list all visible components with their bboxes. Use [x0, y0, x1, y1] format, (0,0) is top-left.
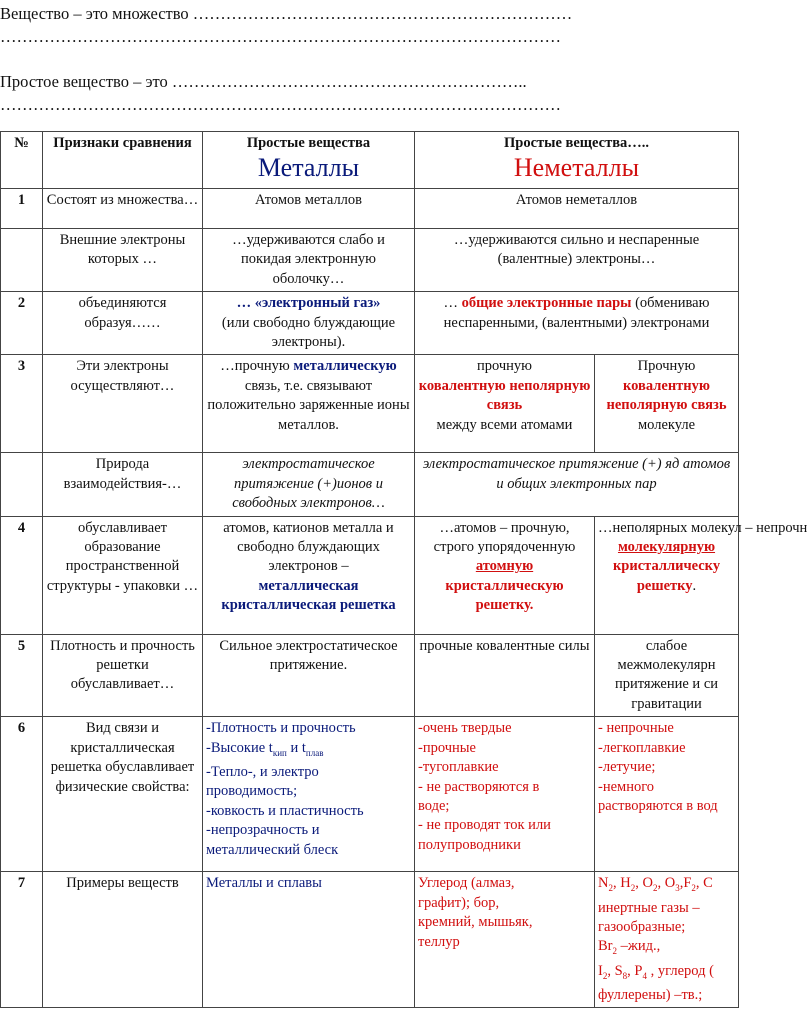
row-3-nm1-a: прочную	[476, 358, 533, 375]
row-6-num: 6	[1, 717, 43, 872]
row-3b-metals: электростатическое притяжение (+)ионов и свободных электронов…	[203, 453, 415, 516]
prop-line: -прочные	[418, 739, 476, 756]
s: 2	[652, 883, 658, 894]
header-nonmetals	[415, 132, 739, 189]
lattice-word: решетку	[636, 577, 693, 594]
table-row	[1, 355, 739, 453]
row-3-metals-a: …прочную	[220, 358, 294, 375]
intro-line-4: …………………………………………………………………………………………	[0, 95, 561, 114]
table-row	[1, 292, 739, 355]
metallic-bond-label: металлическую	[293, 358, 397, 375]
sub-melt: плав	[305, 747, 324, 758]
s: 8	[622, 970, 628, 981]
prop-line: -немного	[598, 778, 655, 795]
prop-line: -тугоплавкие	[418, 759, 499, 776]
row-1-num: 1	[1, 189, 43, 229]
header-criteria: Признаки сравнения	[43, 132, 203, 189]
example-line: газообразные;	[598, 918, 686, 935]
row-2-label: объединяются образуя……	[43, 292, 203, 355]
example-line: инертные газы –	[598, 899, 700, 916]
row-3b-label: Природа взаимодействия-…	[43, 453, 203, 516]
row-6-nm-molecular	[595, 717, 739, 872]
f: , O	[657, 875, 676, 892]
s: 2	[602, 970, 608, 981]
atomic-label: атомную	[475, 558, 534, 575]
s: 2	[612, 946, 617, 957]
row-4-label: обуславливает образование пространственной структуры - упаковки …	[43, 516, 203, 634]
f: , C	[695, 875, 713, 892]
row-2-metals	[203, 292, 415, 355]
row-4-metals-a: атомов, катионов металла и свободно блуждающих электронов –	[223, 519, 394, 575]
prop-line: -Высокие t	[206, 739, 273, 756]
prop-line: растворяются в вод	[598, 797, 718, 814]
row-5-nm-atomic: прочные ковалентные силы	[415, 634, 595, 717]
sub-boil: кип	[272, 747, 287, 758]
example-line: кремний, мышьяк,	[418, 914, 533, 931]
molecular-label: молекулярную	[617, 539, 716, 556]
row-4-nm1-a: …атомов – прочную, строго упорядоченную	[433, 519, 576, 556]
row-7-metals: Металлы и сплавы	[203, 872, 415, 1008]
row-4-period: .	[692, 577, 697, 594]
table-row	[1, 189, 739, 229]
row-4-nm-molecular	[595, 516, 807, 634]
row-4-num: 4	[1, 516, 43, 634]
s: 2	[608, 883, 613, 894]
table-row	[1, 717, 739, 872]
prop-line: воде;	[418, 797, 450, 814]
s: 2	[630, 883, 636, 894]
prop-line: -ковкость и пластичность	[206, 802, 364, 819]
header-metals	[203, 132, 415, 189]
row-3-label: Эти электроны осуществляют…	[43, 355, 203, 453]
row-7-nm-molecular	[595, 872, 739, 1008]
prop-line: -летучие;	[598, 759, 656, 776]
row-3-nm-atomic	[415, 355, 595, 453]
s: 3	[675, 883, 680, 894]
row-3-nm2-a: Прочную	[637, 358, 696, 375]
shared-pairs-label: общие электронные пары	[461, 295, 632, 312]
row-6-nm-atomic	[415, 717, 595, 872]
f: , P	[627, 962, 643, 979]
table-row	[1, 634, 739, 717]
prop-line: - непрочные	[598, 720, 674, 737]
row-2-nonmetals	[415, 292, 739, 355]
table-row	[1, 516, 739, 634]
f: I	[598, 962, 603, 979]
row-5-metals: Сильное электростатическое притяжение.	[203, 634, 415, 717]
covalent-bond-label: ковалентную неполярную связь	[418, 377, 591, 414]
prop-line: -легкоплавкие	[598, 739, 686, 756]
example-line: Углерод (алмаз,	[418, 875, 515, 892]
header-nonmetals-caption: Простые вещества…..	[503, 135, 650, 151]
electron-gas-label: … «электронный газ»	[236, 295, 381, 312]
row-3-metals-c: связь, т.е. связывают положительно заряженные ионы металлов.	[207, 377, 410, 433]
atomic-lattice-label: кристаллическую решетку.	[445, 577, 564, 614]
header-metals-caption: Простые вещества	[246, 135, 371, 151]
row-1-label: Состоят из множества…	[43, 189, 203, 229]
header-metals-title: Металлы	[257, 153, 360, 183]
f: , H	[612, 875, 631, 892]
prop-line: -очень твердые	[418, 720, 512, 737]
free-electrons-note: (или свободно блуждающие электроны).	[221, 314, 396, 351]
prop-line: проводимость;	[206, 783, 298, 800]
row-3-nm1-c: между всеми атомами	[436, 416, 573, 433]
row-1b-nonmetals: …удерживаются сильно и неспаренные (валентные) электроны…	[415, 229, 739, 292]
comparison-table	[0, 131, 807, 1008]
row-2-nm-prefix: …	[443, 295, 462, 312]
f: ,F	[679, 875, 692, 892]
row-3-num: 3	[1, 355, 43, 453]
example-line: графит); бор,	[418, 894, 500, 911]
prop-line: -Тепло-, и электро	[206, 763, 319, 780]
prop-line: металлический блеск	[206, 841, 339, 858]
s: 2	[691, 883, 696, 894]
covalent-bond-label-2: ковалентную неполярную связь	[606, 377, 727, 414]
example-line: теллур	[418, 933, 460, 950]
row-7-nm-atomic	[415, 872, 595, 1008]
f: –жид.,	[617, 938, 661, 955]
f: N	[598, 875, 609, 892]
row-1b-metals: …удерживаются слабо и покидая электронную оболочку…	[203, 229, 415, 292]
row-1-nonmetals: Атомов неметаллов	[415, 189, 739, 229]
row-5-nm-molecular: слабое межмолекулярн притяжение и си гравитации	[595, 634, 739, 717]
intro-line-3: Простое вещество – это ………………………………………………………..	[0, 72, 527, 91]
row-2-nm-tail: (обмениваю	[631, 295, 710, 312]
prop-line: полупроводники	[418, 836, 521, 853]
table-row	[1, 229, 739, 292]
row-5-label: Плотность и прочность решетки обуславливает…	[43, 634, 203, 717]
row-2-num: 2	[1, 292, 43, 355]
row-6-label: Вид связи и кристаллическая решетка обуславливает физические свойства:	[43, 717, 203, 872]
intro-line-2: …………………………………………………………………………………………	[0, 27, 561, 46]
row-5-num: 5	[1, 634, 43, 717]
table-row	[1, 872, 739, 1008]
row-4-nm-atomic	[415, 516, 595, 634]
row-3-metals	[203, 355, 415, 453]
f: , S	[607, 962, 623, 979]
row-3-nm-molecular	[595, 355, 739, 453]
row-1b-num	[1, 229, 43, 292]
header-nonmetals-title: Неметаллы	[513, 153, 640, 183]
f: , углерод (	[647, 962, 714, 979]
prop-line: - не проводят ток или	[418, 817, 551, 834]
table-header-row	[1, 132, 739, 189]
s: 4	[642, 970, 647, 981]
prop-line: -Плотность и прочность	[206, 720, 356, 737]
metallic-lattice-label: металлическая кристаллическая решетка	[221, 577, 396, 614]
f: , O	[635, 875, 653, 892]
row-3b-num	[1, 453, 43, 516]
row-6-metals	[203, 717, 415, 872]
row-7-num: 7	[1, 872, 43, 1008]
example-line: фуллерены) –тв.;	[598, 986, 703, 1003]
intro-line-1: Вещество – это множество ……………………………………………………………	[0, 4, 573, 23]
row-1b-label: Внешние электроны которых …	[43, 229, 203, 292]
prop-line: и t	[286, 739, 306, 756]
header-num: №	[1, 132, 43, 189]
prop-line: -непрозрачность и	[206, 822, 320, 839]
row-3b-nonmetals: электростатическое притяжение (+) яд атомов и общих электронных пар	[415, 453, 739, 516]
row-4-metals	[203, 516, 415, 634]
row-1-metals: Атомов металлов	[203, 189, 415, 229]
row-2-nm-line2: неспаренными, (валентными) электронами	[443, 314, 710, 331]
row-3-nm2-c: молекуле	[637, 416, 696, 433]
molecular-lattice-label: кристаллическу	[612, 558, 721, 575]
row-7-label: Примеры веществ	[43, 872, 203, 1008]
row-4-nm2-a: …неполярных молекул – непрочн	[598, 519, 807, 536]
f: Br	[598, 938, 613, 955]
prop-line: - не растворяются в	[418, 778, 540, 795]
table-row	[1, 453, 739, 516]
